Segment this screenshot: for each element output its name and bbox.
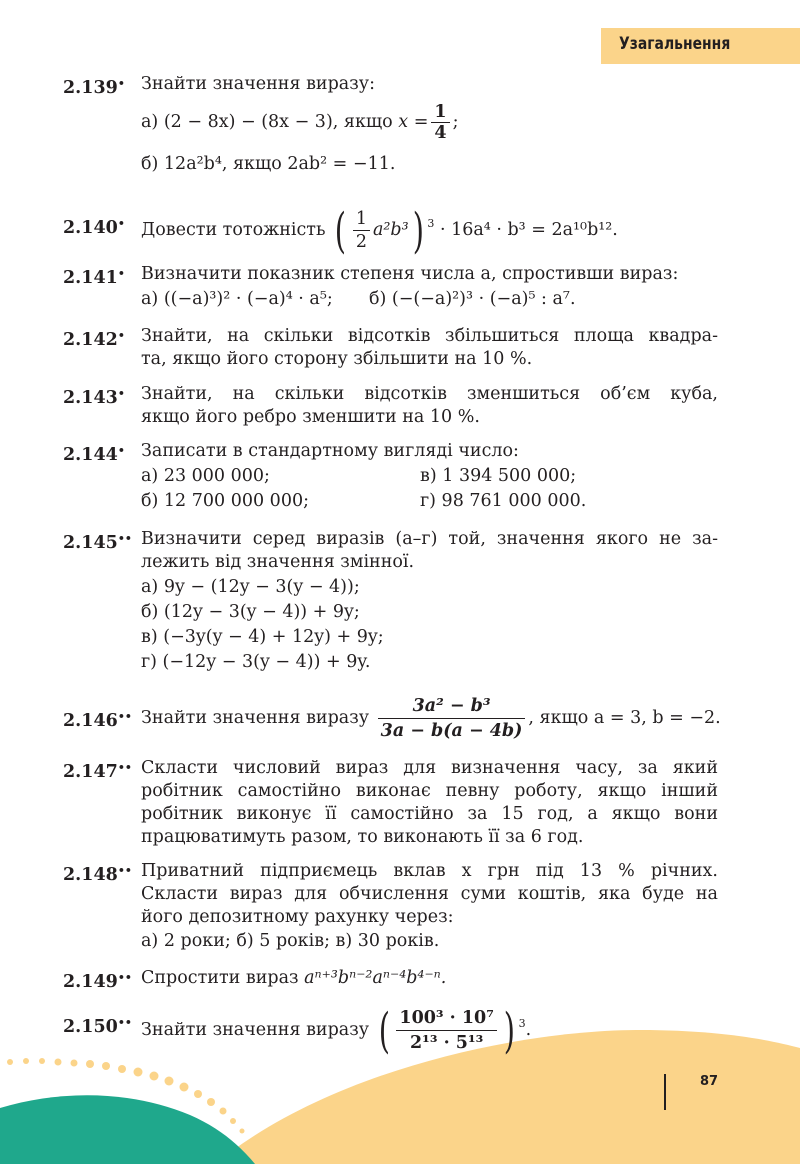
expression: , якщо a = 3, b = −2. [528, 708, 721, 728]
exercise-text: та, якщо його сторону збільшити на 10 %. [141, 349, 533, 369]
exercise-option: б) 12 700 000 000; [141, 491, 309, 511]
punctuation: . [525, 1020, 532, 1040]
exercise-text: Скласти вираз для обчислення суми коштів, яка буде на [141, 884, 718, 904]
expression: a²b³ [372, 220, 409, 240]
exercise-text: якщо його ребро зменшити на 10 %. [141, 407, 480, 427]
exercise-text-label: Спростити вираз [141, 968, 299, 988]
difficulty-mark: •• [117, 532, 132, 545]
fraction-denominator: 2 [353, 230, 370, 253]
exercise-option: а) ((−a)³)² · (−a)⁴ · a⁵; [141, 289, 333, 309]
exercise-text: Приватний підприємець вклав x грн під 13 % річних. [141, 861, 718, 881]
exercise-number-text: 2.141 [63, 268, 118, 288]
difficulty-mark: • [117, 329, 125, 342]
exercise-option: г) (−12y − 3(y − 4)) + 9y. [141, 652, 371, 672]
fraction-denominator: 3a − b(a − 4b) [378, 718, 526, 743]
exercise-number [63, 440, 125, 466]
difficulty-mark: •• [117, 761, 132, 774]
exercise-option: а) 9y − (12y − 3(y − 4)); [141, 577, 360, 597]
exercise-number-text: 2.140 [63, 218, 118, 238]
exercise-number [63, 213, 125, 239]
exercise-text: Визначити серед виразів (а–г) той, значення якого не за- [141, 529, 718, 549]
difficulty-mark: • [117, 444, 125, 457]
page-number-divider [664, 1074, 666, 1110]
exercise-text-label: Довести тотожність [141, 220, 326, 240]
fraction-numerator: 3a² − b³ [412, 696, 491, 716]
exercise-text-label: Знайти значення виразу [141, 1020, 370, 1040]
exercise-number [63, 860, 132, 886]
exercise-number [63, 383, 125, 409]
green-wave [0, 1095, 255, 1164]
exercise-option: б) (12y − 3(y − 4)) + 9y; [141, 602, 360, 622]
exercise-option: б) (−(−a)²)³ · (−a)⁵ : a⁷. [369, 289, 576, 309]
exponent: 3 [518, 1017, 526, 1030]
difficulty-mark: •• [117, 1016, 132, 1029]
exercise-text: Визначити показник степеня числа a, спростивши вираз: [141, 264, 679, 284]
section-header-tab [601, 28, 800, 64]
exercise-option: в) (−3y(y − 4) + 12y) + 9y; [141, 627, 384, 647]
exercise-number [63, 263, 125, 289]
exercise-number-text: 2.143 [63, 388, 118, 408]
fraction-denominator: 2¹³ · 5¹³ [396, 1030, 497, 1055]
expression: aⁿ⁺³bⁿ⁻²aⁿ⁻⁴b⁴⁻ⁿ. [304, 968, 447, 988]
exercise-text: працюватимуть разом, то виконають її за 6 год. [141, 827, 584, 847]
exercise-text: лежить від значення змінної. [141, 552, 415, 572]
exercise-number [63, 706, 132, 732]
exercise-option: г) 98 761 000 000. [420, 491, 587, 511]
exercise-number-text: 2.139 [63, 78, 118, 98]
exercise-number [63, 1012, 132, 1038]
exercise-number [63, 73, 125, 99]
fraction-numerator: 100³ · 10⁷ [399, 1008, 494, 1028]
exponent: 3 [427, 217, 435, 230]
punctuation: ; [452, 112, 459, 132]
expression: · 16a⁴ · b³ = 2a¹⁰b¹². [439, 220, 618, 240]
exercise-number-text: 2.148 [63, 865, 118, 885]
exercise-number [63, 325, 125, 351]
exercise-option: в) 1 394 500 000; [420, 466, 577, 486]
exercise-text: його депозитному рахунку через: [141, 907, 454, 927]
exercise-number [63, 757, 132, 783]
exercise-text: Знайти значення виразу ( $\frac{\text{100³ · 10⁷}}{\text{2¹³ · 5¹³}}$ ) $^3$. [141, 1002, 532, 1059]
difficulty-mark: •• [117, 710, 132, 723]
difficulty-mark: • [117, 267, 125, 280]
exercise-text: Знайти, на скільки відсотків збільшиться площа квадра- [141, 326, 718, 346]
exercise-number-text: 2.142 [63, 330, 118, 350]
option-a: а) (2 − 8x) − (8x − 3), якщо [141, 112, 393, 132]
exercise-text: Скласти числовий вираз для визначення часу, за який [141, 758, 718, 778]
exercise-text: робітник самостійно виконає певну роботу, якщо інший [141, 781, 718, 801]
exercise-number-text: 2.150 [63, 1017, 118, 1037]
difficulty-mark: • [117, 387, 125, 400]
fraction-denominator: 4 [431, 122, 449, 143]
page-number: 87 [700, 1074, 719, 1089]
exercise-option: б) 12a²b⁴, якщо 2ab² = −11. [141, 154, 396, 174]
fraction-numerator: 1 [355, 209, 367, 229]
section-header-title: Узагальнення [619, 34, 731, 54]
exercise-text: робітник виконує її самостійно за 15 год, а якщо вони [141, 804, 718, 824]
exercise-text: Знайти значення виразу: [141, 74, 375, 94]
exercise-text: Знайти, на скільки відсотків зменшиться об’єм куба, [141, 384, 718, 404]
difficulty-mark: • [117, 217, 125, 230]
exercise-number-text: 2.146 [63, 711, 118, 731]
difficulty-mark: •• [117, 971, 132, 984]
difficulty-mark: •• [117, 864, 132, 877]
exercise-option: а) 23 000 000; [141, 466, 270, 486]
exercise-text [141, 967, 446, 989]
exercise-number-text: 2.147 [63, 762, 118, 782]
exercise-text: Записати в стандартному вигляді число: [141, 441, 519, 461]
exercise-number-text: 2.149 [63, 972, 118, 992]
exercise-option: а) 2 роки; б) 5 років; в) 30 років. [141, 931, 440, 951]
exercise-option [141, 97, 458, 147]
exercise-text [141, 690, 721, 746]
difficulty-mark: • [117, 77, 125, 90]
exercise-number [63, 967, 132, 993]
variable: x = [398, 112, 429, 132]
exercise-number [63, 528, 132, 554]
exercise-number-text: 2.145 [63, 533, 118, 553]
fraction-numerator: 1 [434, 102, 447, 122]
exercise-text: Довести тотожність ( $\frac{1}{2}$ a²b³) $^3$ · 16a⁴ · b³ = 2a¹⁰b¹². [141, 202, 618, 259]
exercise-number-text: 2.144 [63, 445, 118, 465]
exercise-text-label: Знайти значення виразу [141, 708, 370, 728]
